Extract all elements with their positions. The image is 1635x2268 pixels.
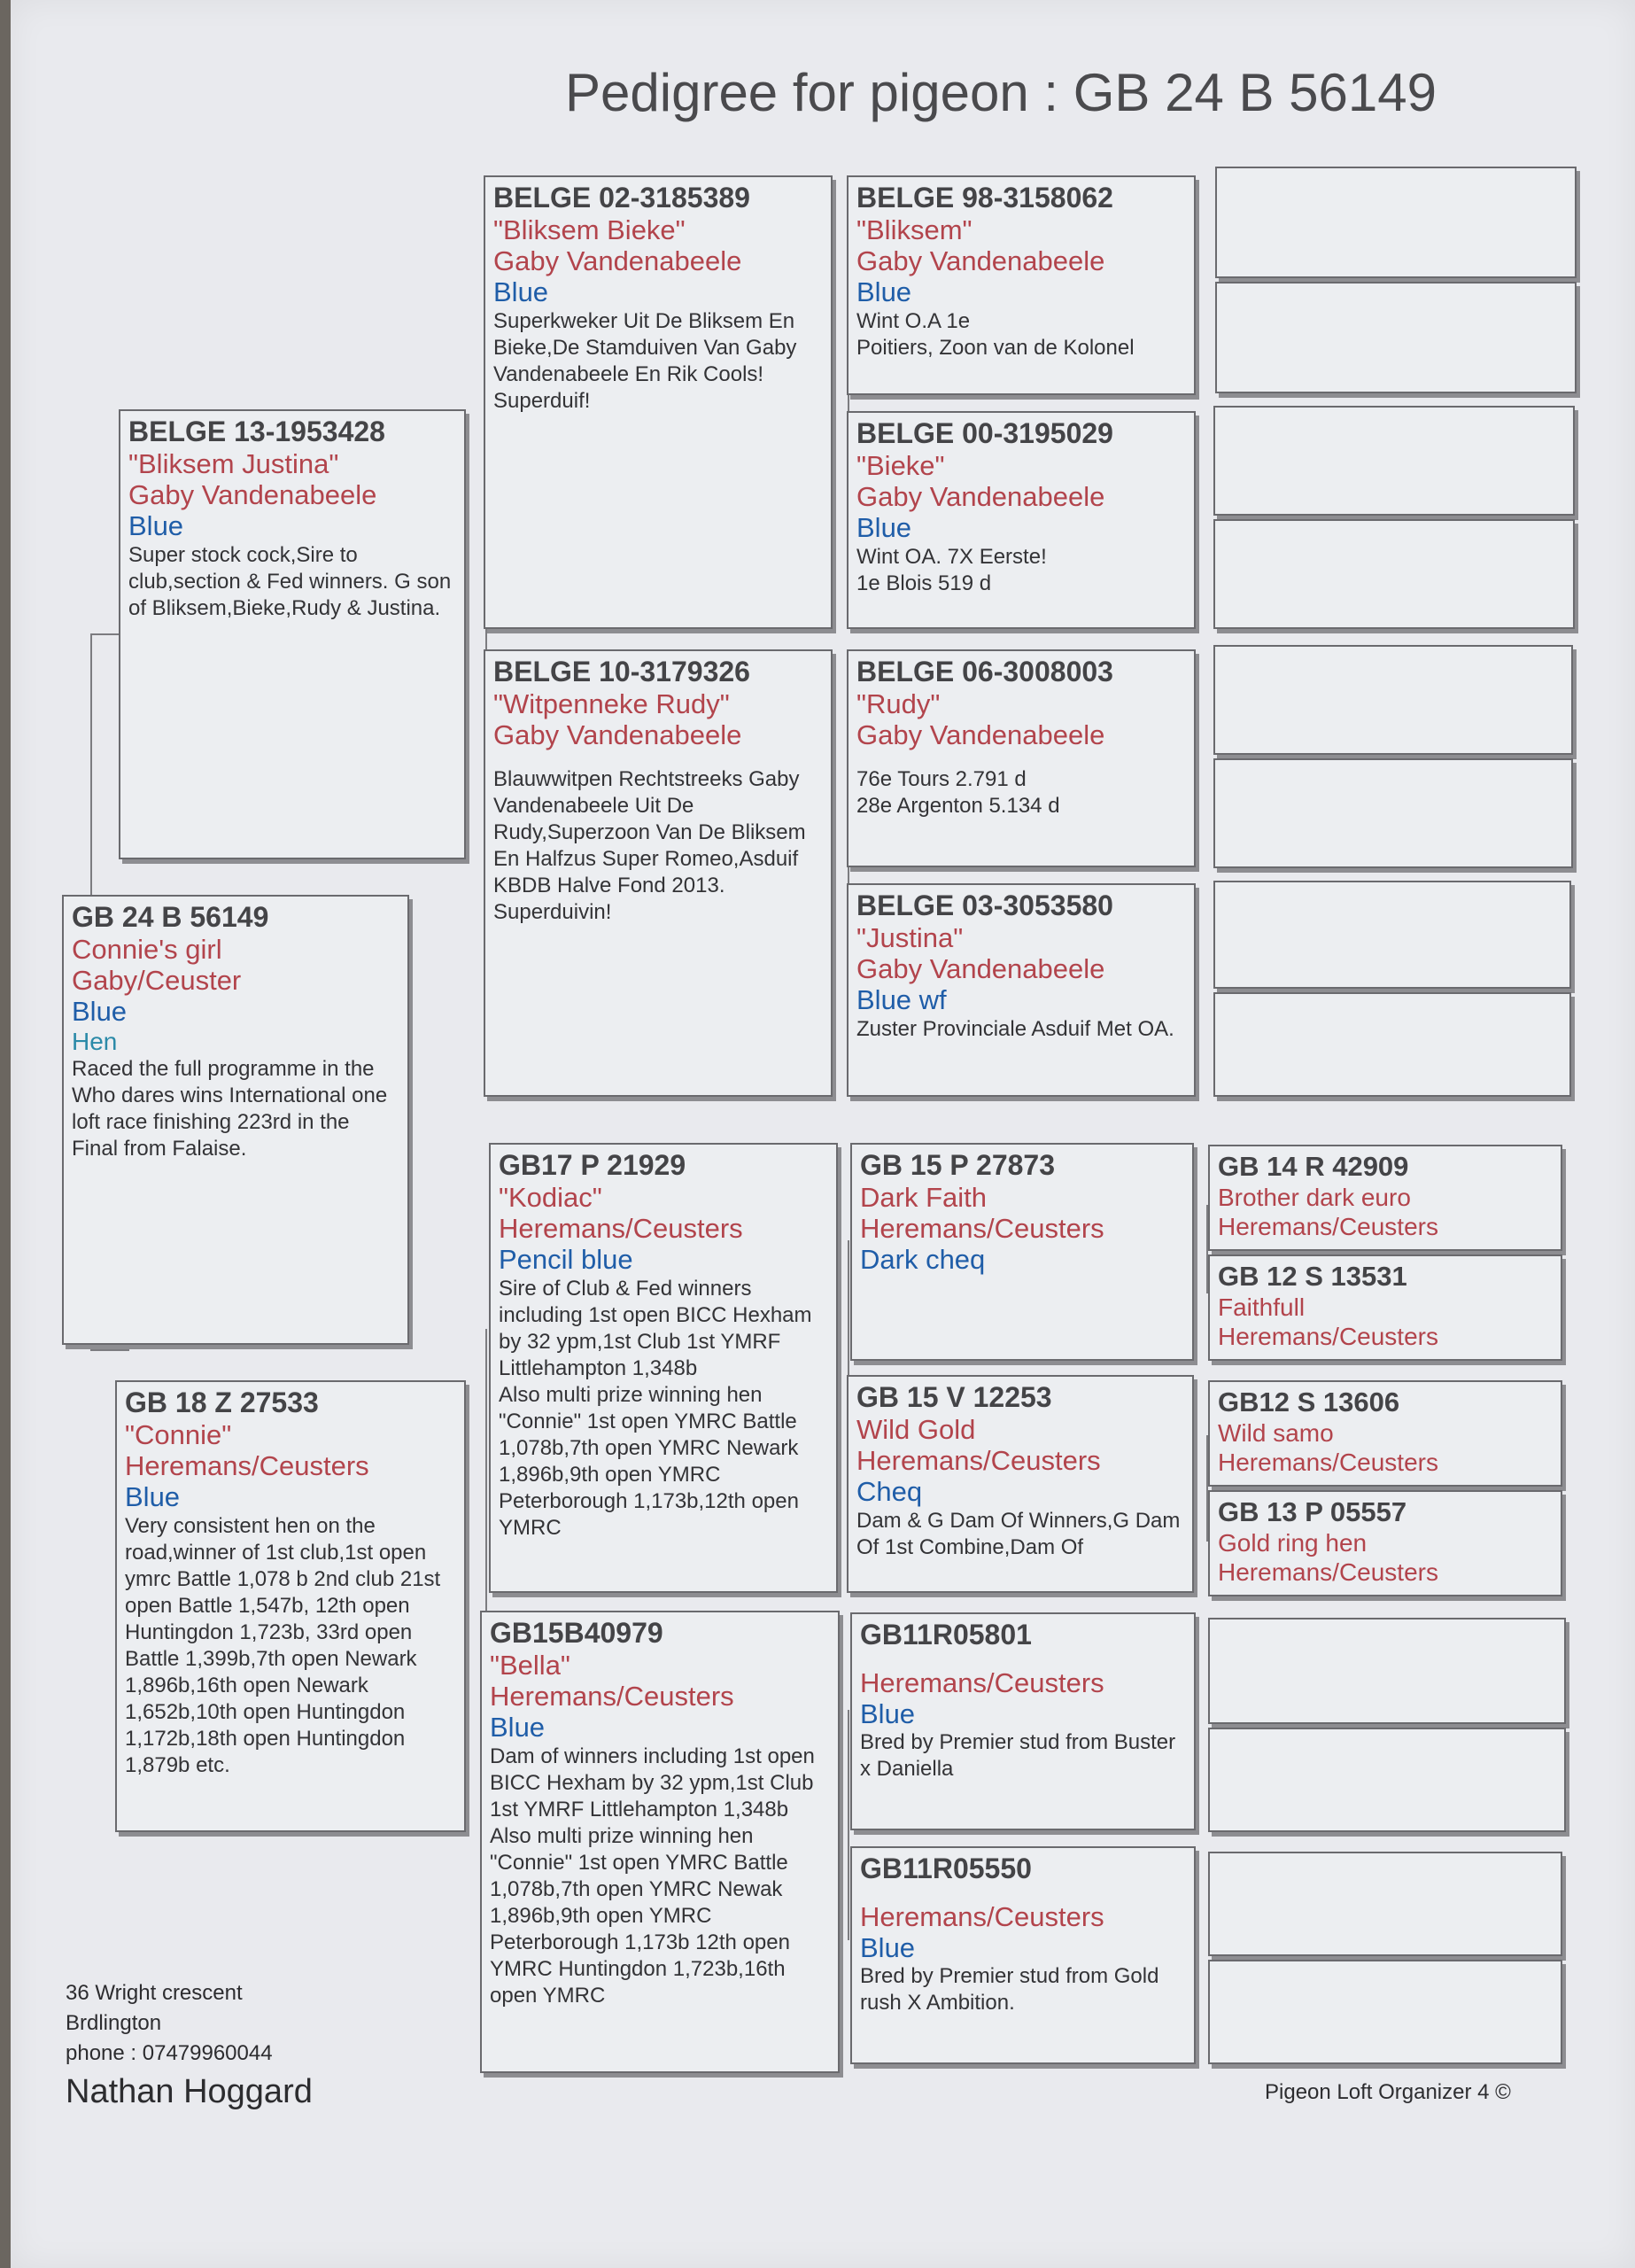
pigeon-name: "Connie" [125,1418,232,1450]
breeder: Gaby/Ceuster [72,965,242,997]
ring-number: BELGE 00-3195029 [856,417,1113,449]
color: Blue [856,512,912,544]
breeder: Heremans/Ceusters [1218,1558,1438,1587]
color: Blue [490,1712,546,1744]
ring-number: GB 18 Z 27533 [125,1386,319,1418]
pigeon-name: "Rudy" [856,687,941,719]
dam-card[interactable] [115,1380,466,1832]
ring-number: BELGE 13-1953428 [128,416,385,447]
breeder: Heremans/Ceusters [860,1213,1104,1245]
empty-ancestor-box[interactable] [1213,645,1573,755]
ring-number: BELGE 06-3008003 [856,656,1113,687]
empty-ancestor-box[interactable] [1213,881,1571,989]
ring-number: BELGE 10-3179326 [493,656,750,687]
ring-number: GB 12 S 13531 [1218,1261,1407,1292]
color: Dark cheq [860,1244,986,1276]
empty-ancestor-box[interactable] [1213,758,1573,868]
notes: Super stock cock,Sire to club,section & Fed winners. G son of Bliksem,Bieke,Rudy & Justina. [128,542,452,620]
notes: Wint OA. 7X Eerste! 1e Blois 519 d [856,544,1047,595]
color: Blue wf [856,984,947,1016]
sire-dam-dam-card[interactable] [847,883,1196,1097]
ring-number: BELGE 98-3158062 [856,182,1113,214]
pigeon-name: Brother dark euro [1218,1183,1411,1211]
pigeon-name: "Kodiac" [499,1181,602,1213]
breeder: Gaby Vandenabeele [856,719,1105,751]
color: Blue [72,996,128,1028]
pigeon-name: "Bieke" [856,449,945,481]
dam-dam-sire-card[interactable] [850,1612,1196,1830]
connector-line [90,1349,129,1351]
breeder: Heremans/Ceusters [860,1900,1104,1932]
ring-number: GB 14 R 42909 [1218,1151,1409,1182]
empty-ancestor-box[interactable] [1208,1618,1566,1724]
color: Pencil blue [499,1244,633,1276]
breeder: Gaby Vandenabeele [856,481,1105,513]
notes: Bred by Premier stud from Buster x Daniella [860,1730,1176,1782]
ring-number: GB11R05550 [860,1852,1032,1884]
pigeon-name: Wild samo [1218,1418,1334,1447]
pigeon-name: Faithfull [1218,1293,1306,1321]
color: Blue [128,510,184,542]
empty-ancestor-box[interactable] [1215,282,1577,393]
empty-ancestor-box[interactable] [1215,167,1577,278]
notes: Dam of winners including 1st open BICC Hexham by 32 ypm,1st Club 1st YMRF Littlehampton 1,348b Also multi prize winning hen "Connie" 1st open YMRC Battle 1,078b,7th open YMRC Newak 1,896b,9th open YMRC Peterborough 1,173b 12th open YMRC Huntingdon 1,723b,16th open YMRC [490,1744,815,2008]
color: Blue [493,276,549,308]
notes: Raced the full programme in the Who dares wins International one loft race finishing 223rd in the Final from Falaise. [72,1056,388,1161]
sire-sire-card[interactable] [484,175,833,629]
empty-ancestor-box[interactable] [1213,519,1575,629]
software-credit: Pigeon Loft Organizer 4 © [1265,2080,1511,2104]
notes: Sire of Club & Fed winners including 1st open BICC Hexham by 32 ypm,1st Club 1st YMRF Littlehampton 1,348b Also multi prize winning hen "Connie" 1st open YMRC Battle 1,078b,7th open YMRC Newark 1,896b,9th open YMRC Peterborough 1,173b,12th open YMRC [499,1276,812,1540]
ring-number: GB 15 P 27873 [860,1149,1056,1181]
notes: Wint O.A 1e Poitiers, Zoon van de Kolonel [856,308,1135,360]
color: Cheq [856,1476,923,1508]
notes: Dam & G Dam Of Winners,G Dam Of 1st Combine,Dam Of [856,1508,1181,1559]
breeder: Heremans/Ceusters [1218,1323,1438,1351]
breeder: Heremans/Ceusters [860,1666,1104,1698]
pigeon-name: "Bliksem Justina" [128,447,339,479]
sire-sire-dam-card[interactable] [847,411,1196,629]
dam-sire-sire-card[interactable] [850,1143,1194,1361]
breeder: Heremans/Ceusters [856,1445,1101,1477]
owner-phone: phone : 07479960044 [66,2041,273,2065]
sex: Hen [72,1027,118,1055]
empty-ancestor-box[interactable] [1208,1728,1566,1832]
pigeon-name: Gold ring hen [1218,1528,1368,1557]
ring-number: BELGE 03-3053580 [856,889,1113,921]
color: Blue [860,1932,916,1964]
notes: Bred by Premier stud from Gold rush X Ambition. [860,1964,1159,2016]
owner-town: Brdlington [66,2011,162,2035]
pigeon-name: Wild Gold [856,1413,976,1445]
dam-sire-dam-sire-card[interactable] [1208,1380,1562,1487]
dam-sire-card[interactable] [489,1143,838,1593]
empty-ancestor-box[interactable] [1208,1960,1562,2064]
sire-dam-sire-card[interactable] [847,649,1196,867]
breeder: Heremans/Ceusters [499,1213,743,1245]
dam-sire-sire-sire-card[interactable] [1208,1145,1562,1251]
ring-number: BELGE 02-3185389 [493,182,750,214]
ring-number: GB 24 B 56149 [72,901,269,933]
ring-number: GB12 S 13606 [1218,1386,1400,1418]
notes: Very consistent hen on the road,winner of 1st club,1st open ymrc Battle 1,078 b 2nd club 21st open Battle 1,547b, 12th open Huntingdon 1,723b, 33rd open Battle 1,399b,7th open Newark 1,896b,16th open Newark 1,652b,10th open Huntingdon 1,172b,18th open Huntingdon 1,879b etc. [125,1513,441,1777]
pigeon-name: "Witpenneke Rudy" [493,687,730,719]
empty-ancestor-box[interactable] [1213,406,1575,516]
empty-ancestor-box[interactable] [1213,992,1571,1097]
breeder: Gaby Vandenabeele [493,245,742,277]
notes: Superkweker Uit De Bliksem En Bieke,De Stamduiven Van Gaby Vandenabeele En Rik Cools! Superduif! [493,308,797,413]
pigeon-name: "Bliksem Bieke" [493,214,686,245]
color: Blue [860,1698,916,1730]
color: Blue [856,276,912,308]
ring-number: GB 13 P 05557 [1218,1496,1407,1527]
breeder: Gaby Vandenabeele [856,245,1105,277]
breeder: Gaby Vandenabeele [493,719,742,751]
ring-number: GB15B40979 [490,1617,663,1649]
breeder: Heremans/Ceusters [1218,1213,1438,1241]
breeder: Heremans/Ceusters [125,1450,369,1482]
dam-dam-card[interactable] [480,1611,840,2073]
pigeon-name: Dark Faith [860,1181,987,1213]
ring-number: GB 15 V 12253 [856,1381,1052,1413]
empty-ancestor-box[interactable] [1208,1852,1562,1956]
pigeon-name: "Justina" [856,921,964,953]
dam-sire-sire-dam-card[interactable] [1208,1254,1562,1361]
ring-number: GB17 P 21929 [499,1149,686,1181]
page-title: Pedigree for pigeon : GB 24 B 56149 [565,63,1437,122]
connector-line [848,1710,849,1940]
pigeon-name: "Bliksem" [856,214,972,245]
sire-dam-card[interactable] [484,649,833,1097]
sire-card[interactable] [119,409,466,859]
color: Blue [125,1481,181,1513]
dam-dam-dam-card[interactable] [850,1846,1196,2064]
pigeon-name: Connie's girl [72,933,222,965]
notes: 76e Tours 2.791 d 28e Argenton 5.134 d [856,767,1060,819]
subject-pigeon-card[interactable] [62,895,409,1345]
ring-number: GB11R05801 [860,1619,1032,1651]
dam-sire-dam-dam-card[interactable] [1208,1490,1562,1596]
notes: Blauwwitpen Rechtstreeks Gaby Vandenabeele Uit De Rudy,Superzoon Van De Bliksem En Halfzus Super Romeo,Asduif KBDB Halve Fond 2013. Superduivin! [493,767,806,925]
sire-sire-sire-card[interactable] [847,175,1196,395]
owner-name: Nathan Hoggard [66,2073,313,2110]
dam-sire-dam-card[interactable] [847,1375,1194,1593]
breeder: Gaby Vandenabeele [128,479,377,511]
pigeon-name: "Bella" [490,1649,570,1681]
owner-address: 36 Wright crescent [66,1981,243,2005]
breeder: Gaby Vandenabeele [856,953,1105,985]
pedigree-sheet [11,0,1635,2268]
notes: Zuster Provinciale Asduif Met OA. [856,1016,1174,1041]
breeder: Heremans/Ceusters [1218,1449,1438,1477]
breeder: Heremans/Ceusters [490,1681,734,1713]
